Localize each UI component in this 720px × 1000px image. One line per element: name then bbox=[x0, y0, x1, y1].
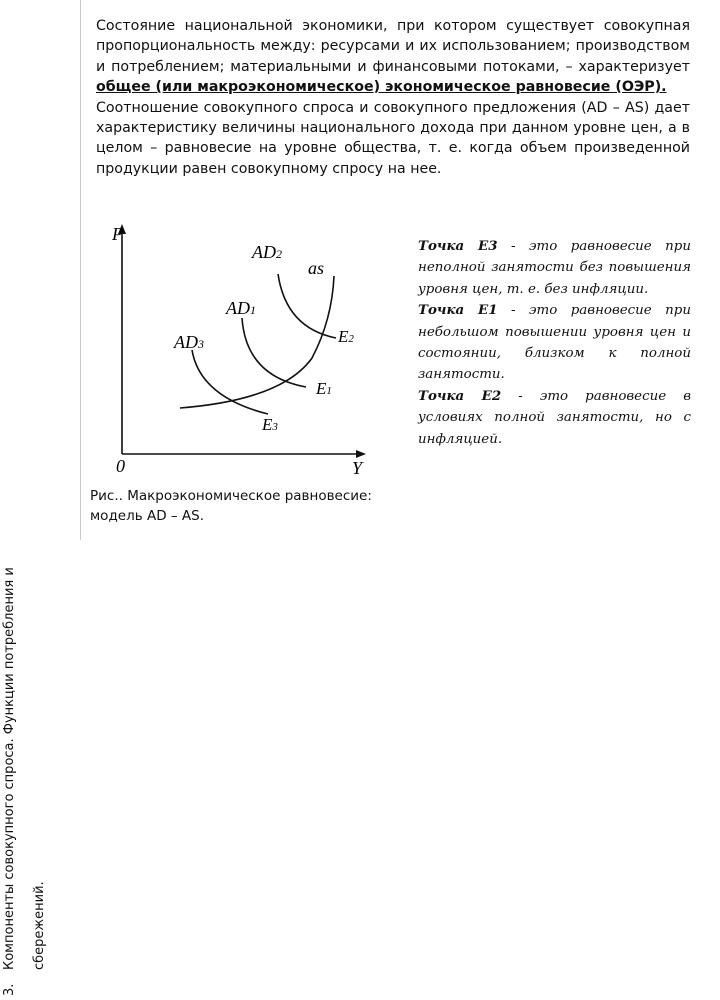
point-label-e3 bbox=[261, 415, 278, 434]
explanation-e2-point: Точка E2 bbox=[418, 387, 502, 404]
intro-part-1: Состояние национальной экономики, при котором существует совокупная пропорциональность между: ресурсами и их использованием; производством и потреблением; материальными и финансовыми потоками, – характеризует bbox=[96, 18, 690, 75]
intro-emphasis: общее (или макроэкономическое) экономическое равновесие (ОЭР). bbox=[96, 79, 667, 96]
explanation-e1-point: Точка E1 bbox=[418, 302, 498, 319]
intro-paragraph-2: Соотношение совокупного спроса и совокупного предложения (AD – AS) дает характеристику величины национального дохода при данном уровне цен, а в целом – равновесие на уровне общества, т. е. когда объем произведенной продукции равен совокупному спросу на нее. bbox=[96, 99, 690, 177]
e1-label-sub: 1 bbox=[326, 385, 332, 397]
origin-label: 0 bbox=[116, 456, 125, 476]
e2-label-main: E bbox=[338, 327, 349, 346]
point-label-e1 bbox=[315, 379, 332, 398]
ad1-label-sub: 1 bbox=[250, 303, 256, 317]
explanation-e2 bbox=[418, 386, 691, 450]
explanation-e1-text: - это равновесие при небольшом повышении уровня цен и состоянии, близком к полной занятости. bbox=[418, 303, 691, 383]
x-axis-arrow bbox=[356, 450, 366, 458]
explanation-e3-point: Точка E3 bbox=[418, 238, 498, 254]
explanation-e3 bbox=[418, 236, 691, 300]
section-title-line-1: Компоненты совокупного спроса. Функции потребления и bbox=[2, 567, 17, 970]
y-axis-label: P bbox=[112, 224, 123, 244]
ad3-label-sub: 3 bbox=[198, 337, 204, 351]
ad2-curve bbox=[278, 274, 336, 338]
series-label-ad1 bbox=[225, 298, 256, 318]
ad2-label-sub: 2 bbox=[276, 247, 282, 261]
point-label-e2 bbox=[337, 327, 354, 346]
ad1-label-main: AD bbox=[226, 298, 250, 318]
series-label-ad2 bbox=[251, 242, 282, 262]
figure-caption: Рис.. Макроэкономическое равновесие: модель AD – AS. bbox=[90, 488, 372, 524]
explanation-e2-text: - это равновесие в условиях полной занятости, но с инфляцией. bbox=[418, 388, 691, 447]
explanation-e1 bbox=[418, 300, 691, 386]
ad1-curve bbox=[242, 318, 306, 387]
series-label-as bbox=[308, 258, 324, 278]
ad3-label-main: AD bbox=[174, 332, 198, 352]
intro-text bbox=[96, 16, 690, 179]
x-axis-label: Y bbox=[352, 458, 363, 478]
e2-label-sub: 2 bbox=[348, 333, 354, 345]
explanation-e3-text: - это равновесие при неполной занятости без повышения уровня цен, т. е. без инфляции. bbox=[418, 239, 691, 297]
equilibrium-explanations bbox=[418, 236, 691, 450]
e3-label-sub: 3 bbox=[272, 421, 278, 433]
series-label-ad3 bbox=[173, 332, 204, 352]
as-label-main: as bbox=[308, 258, 325, 278]
intro-paragraph-1 bbox=[96, 16, 690, 98]
vertical-heading bbox=[0, 460, 80, 1000]
ad-as-chart bbox=[100, 222, 410, 484]
e3-label-main: E bbox=[262, 415, 273, 434]
ad2-label-main: AD bbox=[252, 242, 276, 262]
section-title-line-2: сбережений. bbox=[32, 881, 47, 970]
e1-label-main: E bbox=[316, 379, 327, 398]
vertical-sidebar bbox=[0, 0, 81, 996]
section-number: 3. bbox=[2, 983, 17, 996]
